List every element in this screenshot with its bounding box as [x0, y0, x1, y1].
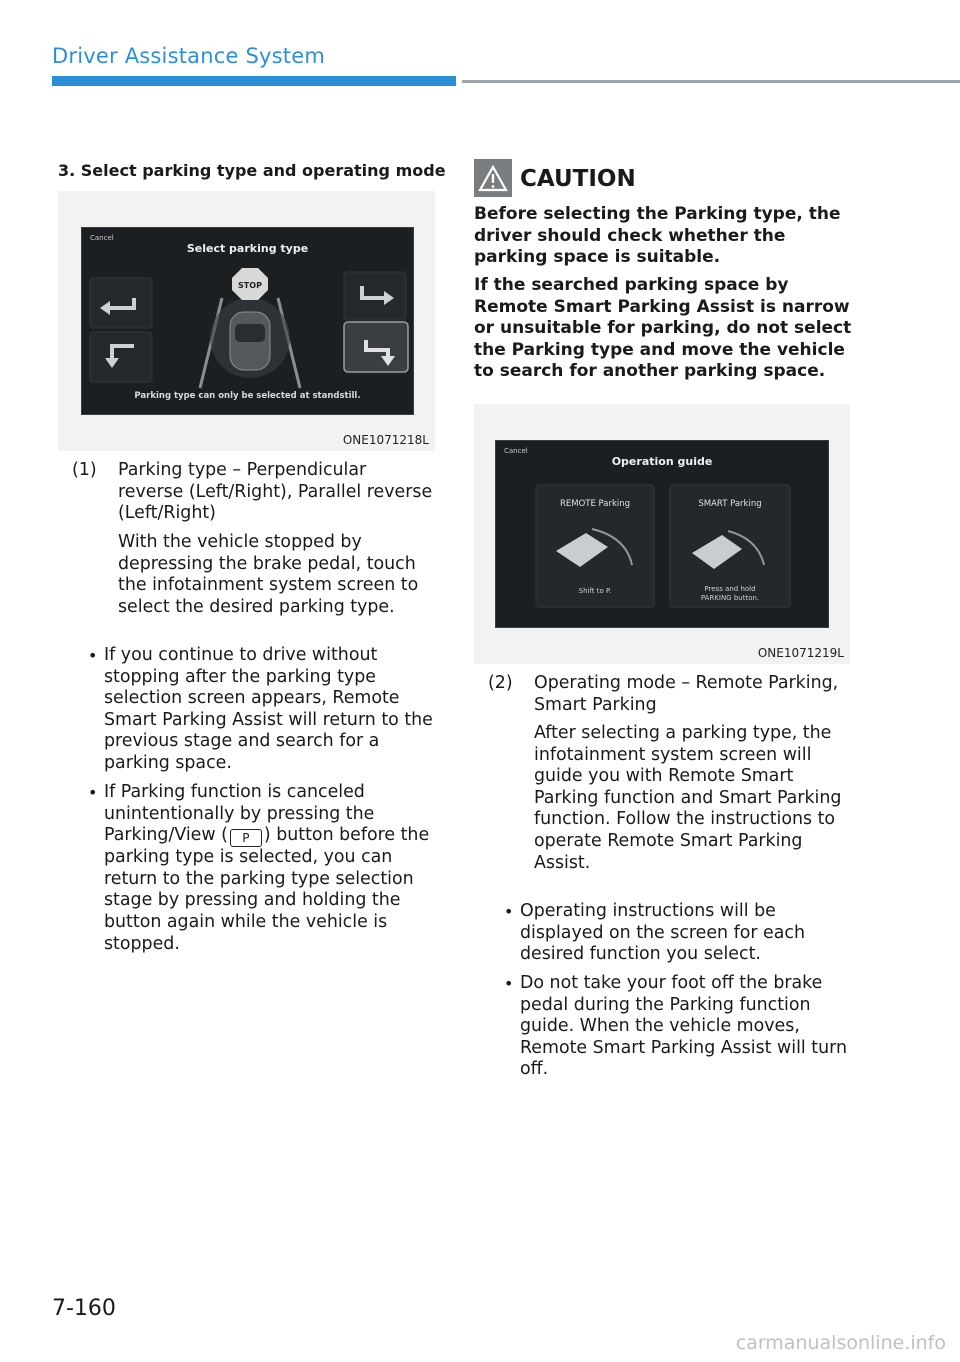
remote-parking-label: REMOTE Parking	[559, 499, 631, 509]
caution-paragraph: If the searched parking space by Remote Smart Parking Assist is narrow or unsuitable for parking, do not select the Parking type and move the vehicle to search for another parking space.	[474, 275, 852, 382]
infotainment-screen	[495, 440, 829, 628]
item-number: (2)	[488, 673, 513, 693]
operation-guide-illustration	[496, 441, 828, 627]
section-title: Driver Assistance System	[52, 44, 325, 68]
header-rule	[462, 80, 960, 83]
screen-title: Select parking type	[186, 242, 309, 255]
caution-title: CAUTION	[520, 166, 636, 192]
cancel-label: Cancel	[90, 234, 114, 242]
caution-paragraph: Before selecting the Parking type, the driver should check whether the parking space is suitable.	[474, 204, 841, 268]
smart-parking-caption: Press and hold PARKING button.	[700, 585, 760, 602]
smart-parking-label: SMART Parking	[698, 499, 762, 509]
watermark: carmanualsonline.info	[735, 1332, 946, 1354]
remote-parking-caption: Shift to P.	[578, 587, 612, 595]
item-subtext: After selecting a parking type, the infotainment system screen will guide you with Remote Smart Parking function and Smart Parking function. Follow the instructions to operate Remote Smart Parking Assist.	[534, 723, 842, 873]
bullet-text: If Parking function is canceled unintentionally by pressing the Parking/View (	[104, 782, 375, 846]
screen-title: Operation guide	[611, 455, 713, 468]
bullet-item	[504, 901, 860, 966]
figure-code: ONE1071219L	[757, 646, 844, 660]
bullet-text: ) button before the parking type is selected, you can return to the parking type selection stage by pressing and holding the button again while the vehicle is stopped.	[104, 825, 430, 954]
figure-select-parking-type	[58, 191, 435, 451]
bullet-item	[504, 973, 860, 1081]
parking-type-illustration	[82, 228, 413, 414]
caution-icon	[474, 159, 512, 197]
bullet-text: Operating instructions will be displayed on the screen for each desired function you select.	[520, 901, 805, 965]
header-accent-bar	[52, 76, 456, 86]
bullet-text: If you continue to drive without stopping after the parking type selection screen appears, Remote Smart Parking Assist will return to the previous stage and search for a parking space.	[104, 645, 433, 773]
screen-footer: Parking type can only be selected at standstill.	[134, 391, 361, 401]
bullet-item	[88, 782, 444, 955]
bullet-item	[88, 645, 444, 775]
figure-code: ONE1071218L	[342, 433, 429, 447]
page-number: 7-160	[52, 1296, 116, 1321]
figure-operation-guide	[474, 404, 850, 664]
cancel-label: Cancel	[504, 447, 528, 455]
item-subtext: With the vehicle stopped by depressing the brake pedal, touch the infotainment system screen to select the desired parking type.	[118, 532, 419, 617]
item-number: (1)	[72, 460, 97, 480]
infotainment-screen	[81, 227, 414, 415]
bullet-text: Do not take your foot off the brake pedal during the Parking function guide. When the vehicle moves, Remote Smart Parking Assist will turn off.	[520, 973, 847, 1080]
item-text: Operating mode – Remote Parking, Smart Parking	[534, 673, 839, 715]
step-heading: 3. Select parking type and operating mode	[58, 161, 446, 180]
parking-view-button-icon: P	[230, 829, 262, 847]
item-text: Parking type – Perpendicular reverse (Left/Right), Parallel reverse (Left/Right)	[118, 460, 433, 524]
stop-sign-text: STOP	[238, 281, 262, 290]
